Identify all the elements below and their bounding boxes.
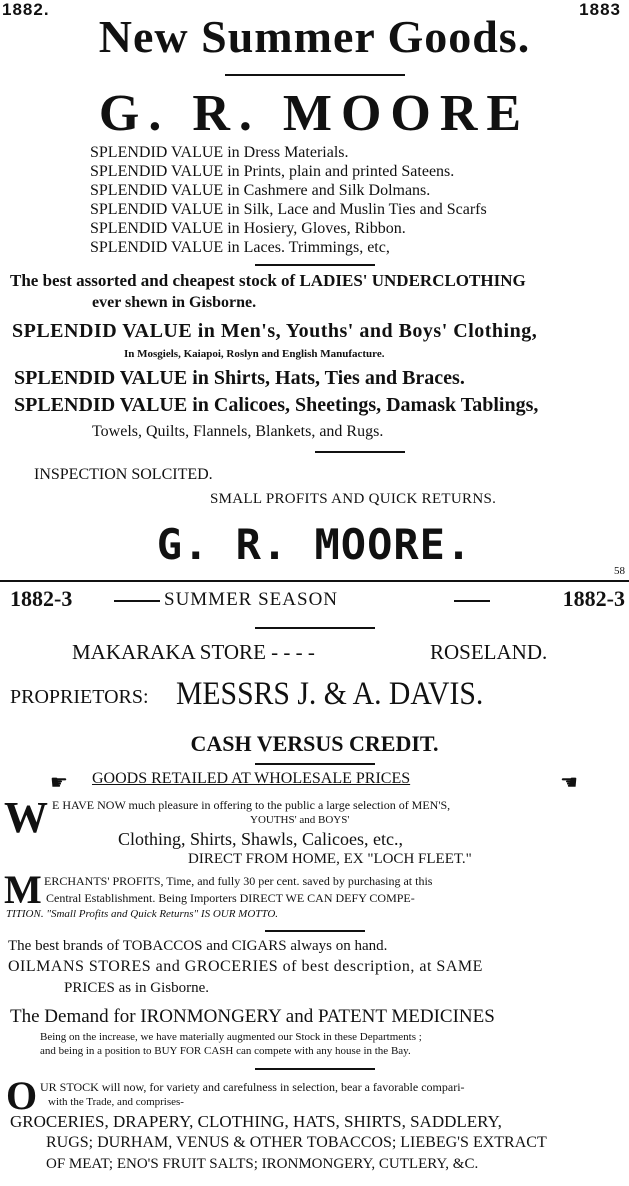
shirts-line: SPLENDID VALUE in Shirts, Hats, Ties and Braces. <box>14 367 465 389</box>
year-right: 1883 <box>579 0 621 19</box>
divider <box>255 627 375 629</box>
mens-sub: In Mosgiels, Kaiapoi, Roslyn and English Manufacture. <box>124 348 385 360</box>
pointing-hand-icon: ☛ <box>50 770 68 794</box>
value-line: SPLENDID VALUE in Hosiery, Gloves, Ribbon. <box>90 220 406 237</box>
we-line: DIRECT FROM HOME, EX "LOCH FLEET." <box>188 851 472 867</box>
divider <box>255 264 375 266</box>
wholesale-line <box>92 770 410 788</box>
stock-line: ever shewn in Gisborne. <box>92 294 257 311</box>
oilmans-line: OILMANS STORES and GROCERIES of best description, at SAME <box>8 958 483 975</box>
m-line: Central Establishment. Being Importers DIRECT WE CAN DEFY COMPE- <box>46 891 415 905</box>
ad-number: 58 <box>614 565 625 577</box>
divider <box>255 763 375 765</box>
wholesale-text: GOODS RETAILED AT WHOLESALE PRICES <box>92 770 411 787</box>
meat-line: OF MEAT; ENO'S FRUIT SALTS; IRONMONGERY, CUTLERY, &C. <box>46 1156 479 1172</box>
season-title: SUMMER SEASON <box>164 589 339 610</box>
tobacco-line: The best brands of TOBACCOS and CIGARS always on hand. <box>8 938 388 954</box>
store-right: ROSELAND. <box>430 640 548 664</box>
headline: New Summer Goods. <box>98 11 531 62</box>
year-left: 1882. <box>2 0 50 19</box>
divider <box>265 930 365 932</box>
value-line: SPLENDID VALUE in Silk, Lace and Muslin Ties and Scarfs <box>90 201 487 218</box>
store-left: MAKARAKA STORE - - - - <box>72 640 315 664</box>
rugs-line: RUGS; DURHAM, VENUS & OTHER TOBACCOS; LIEBEG'S EXTRACT <box>46 1134 547 1151</box>
drop-cap-m: M <box>4 867 42 912</box>
merchant-footer: G. R. MOORE. <box>156 520 473 569</box>
calicoes-line: SPLENDID VALUE in Calicoes, Sheetings, Damask Tablings, <box>14 394 539 416</box>
value-line: SPLENDID VALUE in Prints, plain and printed Sateens. <box>90 163 455 180</box>
proprietors-label: PROPRIETORS: <box>10 686 149 708</box>
our-line: UR STOCK will now, for variety and carefulness in selection, bear a favorable compari- <box>40 1080 465 1094</box>
we-line: YOUTHS' and BOYS' <box>250 814 350 826</box>
we-line: E HAVE NOW much pleasure in offering to the public a large selection of MEN'S, <box>52 798 451 812</box>
we-line: Clothing, Shirts, Shawls, Calicoes, etc., <box>118 829 403 849</box>
column-rule <box>0 580 629 582</box>
inspection-line: INSPECTION SOLCITED. <box>34 466 213 483</box>
divider <box>225 74 405 76</box>
drop-cap-o: O <box>6 1073 38 1118</box>
cash-versus-credit: CASH VERSUS CREDIT. <box>190 731 439 756</box>
oilmans-line: PRICES as in Gisborne. <box>64 980 210 996</box>
dash <box>114 600 160 602</box>
groceries-line: GROCERIES, DRAPERY, CLOTHING, HATS, SHIRTS, SADDLERY, <box>10 1112 502 1131</box>
season-year-right: 1882-3 <box>562 586 625 611</box>
demand-line: The Demand for IRONMONGERY and PATENT MEDICINES <box>10 1006 495 1027</box>
season-year-left: 1882-3 <box>10 586 73 611</box>
stock-line: The best assorted and cheapest stock of LADIES' UNDERCLOTHING <box>10 271 526 290</box>
increase-line: and being in a position to BUY FOR CASH can compete with any house in the Bay. <box>40 1045 411 1057</box>
dash <box>454 600 490 602</box>
mens-line: SPLENDID VALUE in Men's, Youths' and Boys' Clothing, <box>12 320 538 342</box>
m-line: TITION. "Small Profits and Quick Returns" IS OUR MOTTO. <box>6 908 279 920</box>
value-line: SPLENDID VALUE in Laces. Trimmings, etc, <box>90 239 390 256</box>
pointing-hand-icon: ☛ <box>560 770 578 794</box>
proprietors-name: MESSRS J. & A. DAVIS. <box>176 676 484 712</box>
increase-line: Being on the increase, we have materially augmented our Stock in these Departments ; <box>40 1031 422 1043</box>
divider <box>255 1068 375 1070</box>
small-profits-line: SMALL PROFITS AND QUICK RETURNS. <box>210 491 497 507</box>
m-line: ERCHANTS' PROFITS, Time, and fully 30 per cent. saved by purchasing at this <box>44 874 433 888</box>
value-line: SPLENDID VALUE in Cashmere and Silk Dolmans. <box>90 182 431 199</box>
towels-line: Towels, Quilts, Flannels, Blankets, and Rugs. <box>92 423 384 440</box>
our-line: with the Trade, and comprises- <box>48 1096 184 1108</box>
merchant-name: G. R. MOORE <box>98 85 531 142</box>
divider <box>315 451 405 453</box>
value-line: SPLENDID VALUE in Dress Materials. <box>90 144 349 161</box>
drop-cap-w: W <box>4 793 48 842</box>
